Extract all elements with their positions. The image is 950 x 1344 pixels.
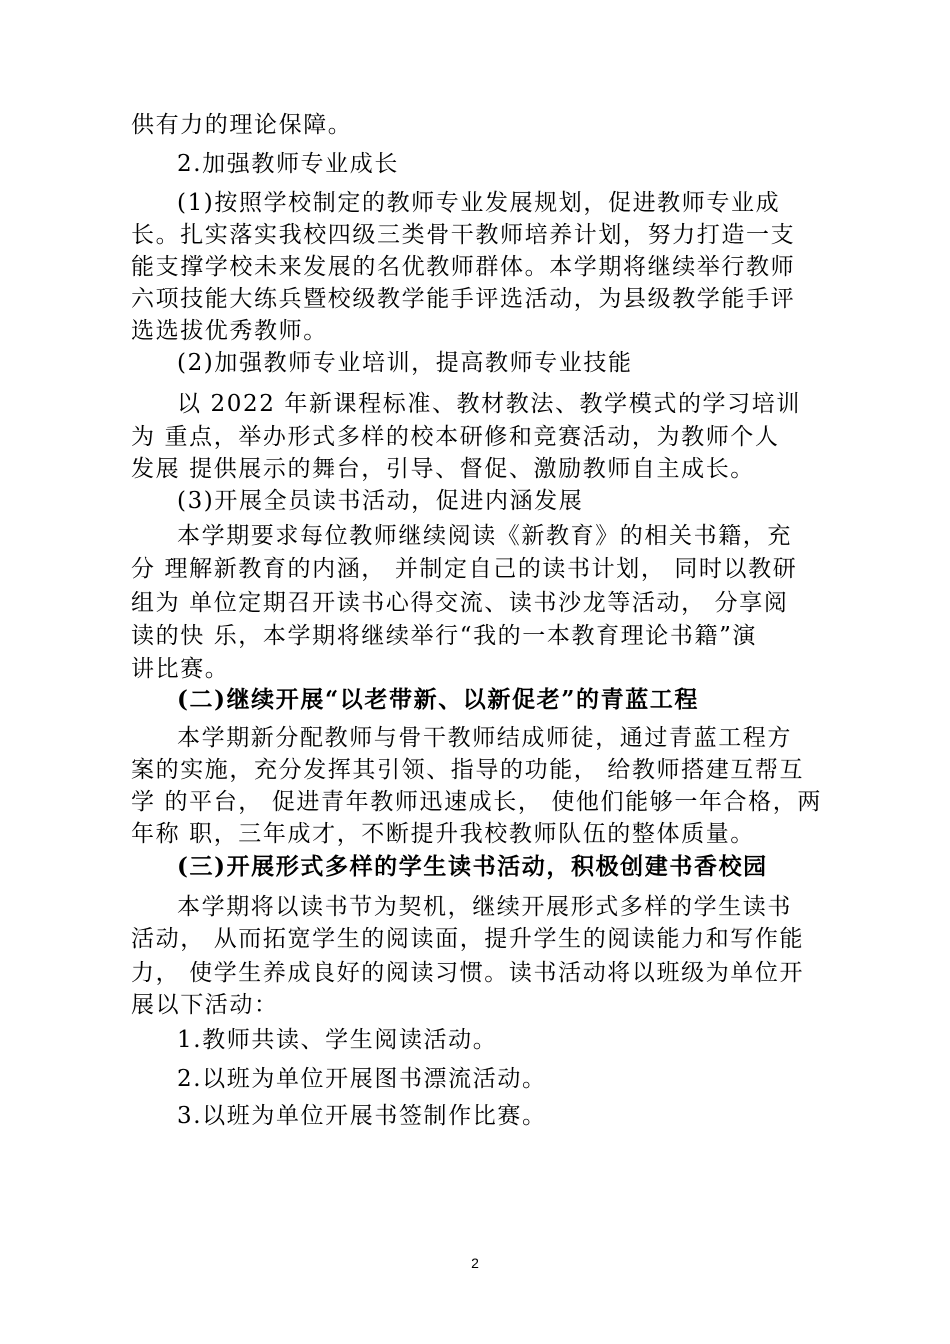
body-text-line: 年称 职，三年成才，不断提升我校教师队伍的整体质量。 — [131, 821, 755, 847]
body-text-line: 分 理解新教育的内涵， 并制定自己的读书计划， 同时以教研 — [131, 556, 798, 582]
section-heading: (二)继续开展“以老带新、以新促老”的青蓝工程 — [177, 686, 700, 713]
subsection-heading: (3)开展全员读书活动，促进内涵发展 — [177, 488, 584, 514]
list-item: 2.以班为单位开展图书漂流活动。 — [177, 1066, 547, 1092]
body-text-line: 能支撑学校未来发展的名优教师群体。本学期将继续举行教师 — [131, 254, 796, 280]
list-item: 1.教师共读、学生阅读活动。 — [177, 1027, 498, 1053]
body-text-line: 选选拔优秀教师。 — [131, 318, 328, 344]
body-text-line: 组为 单位定期召开读书心得交流、读书沙龙等活动， 分享阅 — [131, 590, 789, 616]
section-heading: 2.加强教师专业成长 — [177, 151, 399, 177]
subsection-heading: (2)加强教师专业培训，提高教师专业技能 — [177, 350, 633, 376]
body-text-line: 本学期将以读书节为契机，继续开展形式多样的学生读书 — [177, 894, 792, 920]
body-text-line: 力， 使学生养成良好的阅读习惯。读书活动将以班级为单位开 — [131, 960, 805, 986]
body-text-line: 案的实施，充分发挥其引领、指导的功能， 给教师搭建互帮互 — [131, 757, 805, 783]
body-text-line: 为 重点，举办形式多样的校本研修和竞赛活动，为教师个人 — [131, 424, 780, 450]
body-text-line: 以 2022 年新课程标准、教材教法、教学模式的学习培训 — [177, 391, 801, 417]
list-item: 3.以班为单位开展书签制作比赛。 — [177, 1103, 547, 1129]
body-text-line: 六项技能大练兵暨校级教学能手评选活动，为县级教学能手评 — [131, 286, 796, 312]
body-text-line: 讲比赛。 — [131, 656, 230, 682]
body-text-line: 供有力的理论保障。 — [131, 112, 353, 138]
body-text-line: 读的快 乐，本学期将继续举行“我的一本教育理论书籍”演 — [131, 623, 758, 649]
body-text-line: 学 的平台， 促进青年教师迅速成长， 使他们能够一年合格，两 — [131, 789, 822, 815]
body-text-line: 长。扎实落实我校四级三类骨干教师培养计划，努力打造一支 — [131, 222, 796, 248]
body-text-line: 本学期新分配教师与骨干教师结成师徒，通过青蓝工程方 — [177, 725, 792, 751]
section-heading: (三)开展形式多样的学生读书活动，积极创建书香校园 — [177, 853, 768, 880]
subsection-heading: (1)按照学校制定的教师专业发展规划，促进教师专业成 — [177, 190, 781, 216]
body-text-line: 发展 提供展示的舞台，引导、督促、激励教师自主成长。 — [131, 456, 755, 482]
body-text-line: 本学期要求每位教师继续阅读《新教育》的相关书籍，充 — [177, 523, 792, 549]
page-number: 2 — [471, 1255, 479, 1271]
body-text-line: 活动， 从而拓宽学生的阅读面，提升学生的阅读能力和写作能 — [131, 926, 805, 952]
body-text-line: 展以下活动： — [131, 992, 279, 1018]
